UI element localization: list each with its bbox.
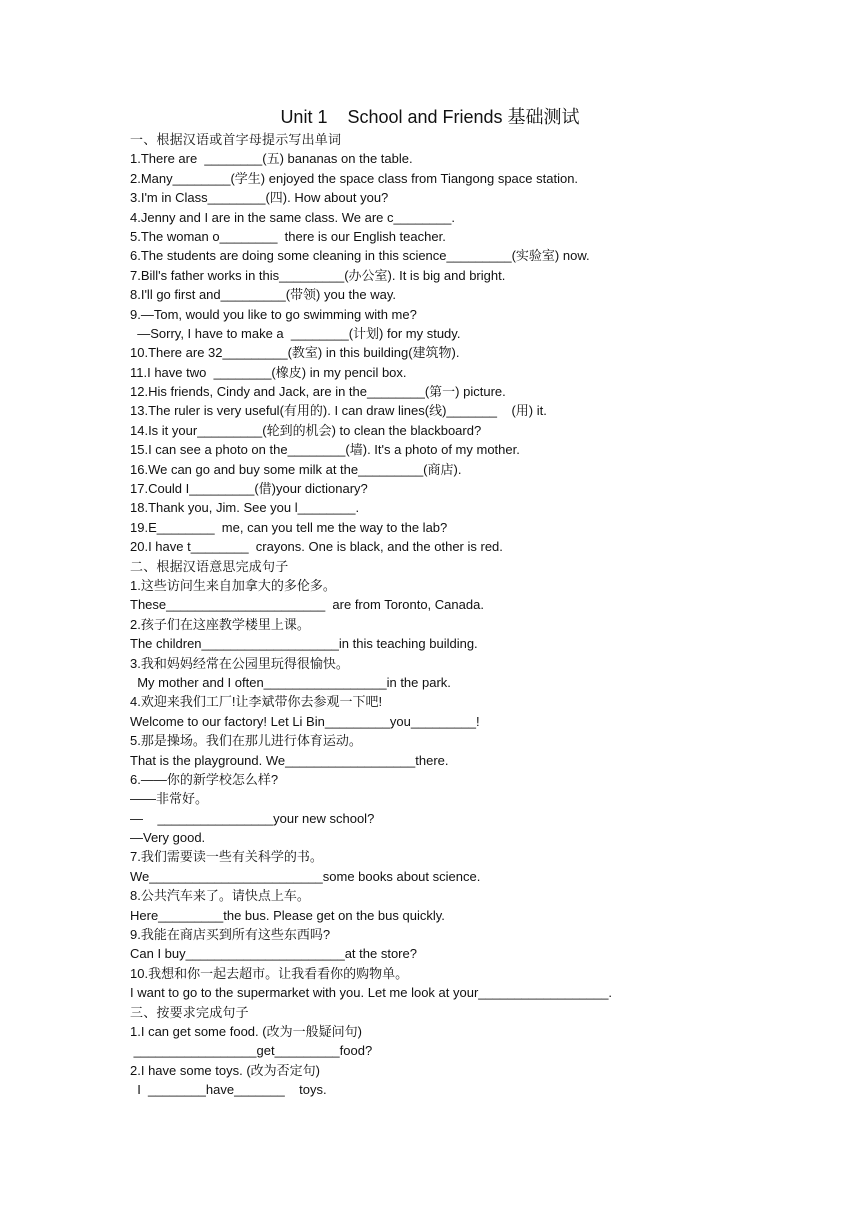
worksheet-body <box>130 130 750 1100</box>
exercise-line: 9.我能在商店买到所有这些东西吗? <box>130 927 331 943</box>
exercise-line: —Very good. <box>130 830 206 846</box>
exercise-line: _________________get_________food? <box>130 1043 373 1059</box>
exercise-line: 7.Bill's father works in this_________(办公室). It is big and bright. <box>130 267 506 283</box>
exercise-line: These______________________ are from Toronto, Canada. <box>130 597 484 613</box>
exercise-line: 13.The ruler is very useful(有用的). I can draw lines(线)_______ (用) it. <box>130 403 547 419</box>
exercise-line: 3.我和妈妈经常在公园里玩得很愉快。 <box>130 655 349 671</box>
exercise-line: 7.我们需要读一些有关科学的书。 <box>130 849 323 865</box>
exercise-line: 5.The woman o________ there is our English teacher. <box>130 228 446 244</box>
exercise-line: 16.We can go and buy some milk at the_________(商店). <box>130 461 462 477</box>
exercise-line: 18.Thank you, Jim. See you l________. <box>130 500 360 516</box>
exercise-line: 1.这些访问生来自加拿大的多伦多。 <box>130 577 336 593</box>
exercise-line: 15.I can see a photo on the________(墙). It's a photo of my mother. <box>130 442 520 458</box>
worksheet-title: Unit 1 School and Friends 基础测试 <box>280 107 580 127</box>
exercise-line: 10.There are 32_________(教室) in this building(建筑物). <box>130 345 460 361</box>
exercise-line: I ________have_______ toys. <box>130 1082 327 1098</box>
exercise-line: 2.孩子们在这座教学楼里上课。 <box>130 616 310 632</box>
section-heading: 一、根据汉语或首字母提示写出单词 <box>130 132 342 147</box>
exercise-line: 1.I can get some food. (改为一般疑问句) <box>130 1023 362 1039</box>
section-heading: 三、按要求完成句子 <box>130 1004 249 1020</box>
exercise-line: 10.我想和你一起去超市。让我看看你的购物单。 <box>130 965 409 981</box>
exercise-line: 14.Is it your_________(轮到的机会) to clean the blackboard? <box>130 422 482 438</box>
exercise-line: 6.The students are doing some cleaning in this science_________(实验室) now. <box>130 248 590 264</box>
exercise-line: 4.欢迎来我们工厂!让李斌带你去参观一下吧! <box>130 694 383 710</box>
exercise-line: 5.那是操场。我们在那儿进行体育运动。 <box>130 733 362 749</box>
exercise-line: — ________________your new school? <box>130 810 375 826</box>
exercise-line: 17.Could I_________(借)your dictionary? <box>130 481 368 497</box>
exercise-line: That is the playground. We__________________there. <box>130 752 449 768</box>
exercise-line: 19.E________ me, can you tell me the way to the lab? <box>130 519 448 535</box>
exercise-line: 6.——你的新学校怎么样? <box>130 771 279 787</box>
exercise-line: 3.I'm in Class________(四). How about you? <box>130 190 389 206</box>
exercise-line: We________________________some books about science. <box>130 868 481 884</box>
exercise-line: 9.—Tom, would you like to go swimming with me? <box>130 306 417 322</box>
exercise-line: 2.Many________(学生) enjoyed the space class from Tiangong space station. <box>130 170 579 186</box>
exercise-line: Can I buy______________________at the store? <box>130 946 417 962</box>
exercise-line: Here_________the bus. Please get on the bus quickly. <box>130 907 445 923</box>
exercise-line: 11.I have two ________(橡皮) in my pencil box. <box>130 364 407 380</box>
exercise-line: My mother and I often_________________in the park. <box>130 674 451 690</box>
exercise-line: —Sorry, I have to make a ________(计划) for my study. <box>130 325 461 341</box>
exercise-line: The children___________________in this teaching building. <box>130 636 478 652</box>
exercise-line: 1.There are ________(五) bananas on the table. <box>130 151 413 167</box>
exercise-line: 8.公共汽车来了。请快点上车。 <box>130 888 310 904</box>
exercise-line: 20.I have t________ crayons. One is black, and the other is red. <box>130 539 503 555</box>
exercise-line: 12.His friends, Cindy and Jack, are in the________(第一) picture. <box>130 384 506 400</box>
exercise-line: 2.I have some toys. (改为否定句) <box>130 1062 320 1078</box>
exercise-line: 4.Jenny and I are in the same class. We are c________. <box>130 209 455 225</box>
exercise-line: 8.I'll go first and_________(带领) you the way. <box>130 287 396 303</box>
exercise-line: ——非常好。 <box>130 791 209 807</box>
section-heading: 二、根据汉语意思完成句子 <box>130 558 289 574</box>
exercise-line: Welcome to our factory! Let Li Bin_________you_________! <box>130 713 480 729</box>
exercise-line: I want to go to the supermarket with you. Let me look at your__________________. <box>130 985 613 1001</box>
